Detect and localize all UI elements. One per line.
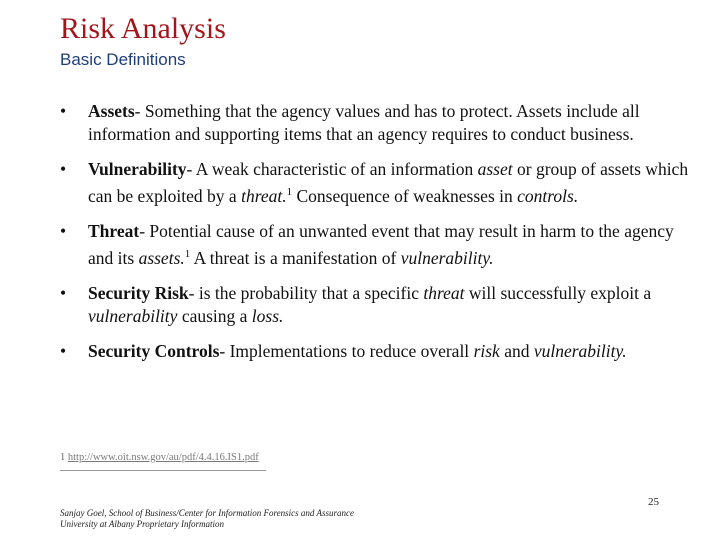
footnote-ref: 1 bbox=[184, 247, 191, 260]
bullet-icon: • bbox=[60, 220, 67, 241]
footer-divider bbox=[60, 470, 266, 471]
footnote-link[interactable]: http://www.oit.nsw.gov/au/pdf/4.4.16.IS1.pdf bbox=[67, 452, 259, 463]
definition-text: - Potential cause of an unwanted event that may result in harm to the agency and its bbox=[88, 220, 674, 268]
definition-emphasis: assets. bbox=[138, 247, 185, 268]
footnote-number: 1 bbox=[60, 452, 66, 463]
bullet-icon: • bbox=[60, 340, 67, 361]
bullet-icon: • bbox=[60, 282, 67, 303]
page-number: 25 bbox=[648, 496, 659, 508]
bullet-security-risk bbox=[60, 282, 690, 328]
bullet-assets bbox=[60, 100, 690, 146]
definition-emphasis: vulnerability bbox=[88, 305, 178, 326]
footer-line-author: Sanjay Goel, School of Business/Center for Information Forensics and Assurance bbox=[60, 508, 354, 518]
definition-assets: - Something that the agency values and has to protect. Assets include all information and supporting items that an agency requires to conduct business. bbox=[88, 101, 640, 144]
bullet-security-controls bbox=[60, 340, 690, 363]
definition-text: - Implementations to reduce overall bbox=[219, 340, 474, 361]
bullet-vulnerability bbox=[60, 158, 690, 208]
term-threat: Threat bbox=[88, 220, 140, 241]
definition-emphasis: threat. bbox=[241, 185, 287, 206]
definition-emphasis: asset bbox=[477, 159, 513, 179]
definition-text: or group of assets which can be exploited by a bbox=[88, 159, 689, 206]
footer-credit bbox=[60, 508, 354, 530]
definition-emphasis: vulnerability. bbox=[400, 247, 494, 268]
definition-emphasis: threat bbox=[423, 282, 465, 303]
term-assets: Assets bbox=[88, 101, 135, 121]
definition-emphasis: controls. bbox=[517, 185, 579, 206]
term-security-risk: Security Risk bbox=[88, 282, 189, 303]
slide-title: Risk Analysis bbox=[60, 12, 226, 45]
definition-emphasis: risk bbox=[473, 340, 500, 361]
footer-line-institution: University at Albany Proprietary Information bbox=[60, 519, 224, 529]
definition-text: causing a bbox=[177, 305, 252, 326]
definition-text: and bbox=[499, 340, 534, 361]
definition-text: will successfully exploit a bbox=[464, 282, 652, 303]
footnote-ref: 1 bbox=[286, 186, 293, 198]
definition-text: Consequence of weaknesses in bbox=[292, 185, 518, 206]
definition-text: - is the probability that a specific bbox=[188, 282, 424, 303]
term-vulnerability: Vulnerability bbox=[88, 159, 187, 179]
definition-emphasis: loss. bbox=[251, 305, 284, 326]
bullet-icon: • bbox=[60, 101, 67, 121]
definition-text: A threat is a manifestation of bbox=[190, 247, 401, 268]
definition-emphasis: vulnerability. bbox=[533, 340, 627, 361]
footnote bbox=[60, 452, 259, 463]
bullet-icon: • bbox=[60, 159, 67, 179]
term-security-controls: Security Controls bbox=[88, 340, 220, 361]
slide-subtitle: Basic Definitions bbox=[60, 50, 186, 69]
definition-text: - A weak characteristic of an information bbox=[186, 159, 478, 179]
bullet-threat bbox=[60, 220, 690, 270]
definitions-list bbox=[60, 100, 690, 375]
